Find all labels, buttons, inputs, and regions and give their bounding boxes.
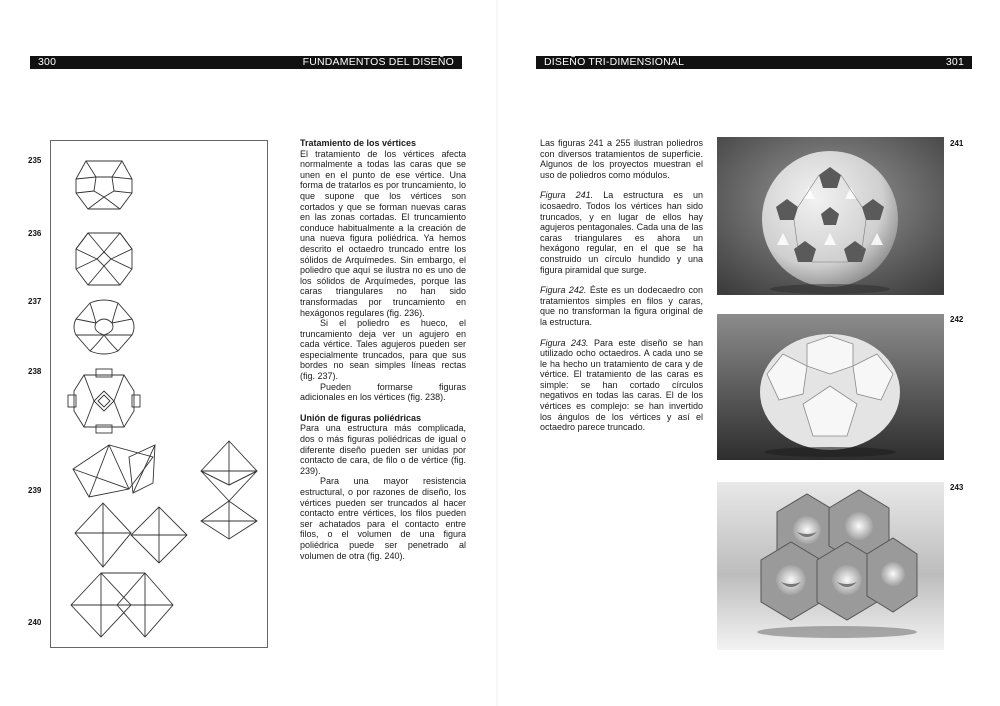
left-text-column — [300, 138, 466, 561]
caption-ref: Figura 241. — [540, 190, 594, 201]
figure-caption-243 — [540, 338, 703, 433]
right-page — [500, 0, 1000, 706]
body-paragraph: Si el poliedro es hueco, el truncamiento deja ver un agujero en cada vértice. Tales agujeros pueden ser especialmente truncados, para que sus bordes no sean simples líneas rectas (fig. 237). — [300, 318, 466, 382]
right-text-column — [540, 138, 703, 433]
body-paragraph: Para una estructura más complicada, dos o más figuras poliédricas de igual o diferente diseño pueden ser unidas por contacto de cara, de filo o de vértice (fig. 239). — [300, 423, 466, 476]
joined-octahedra-drawing-239 — [73, 441, 257, 567]
section-heading: Unión de figuras poliédricas — [300, 412, 422, 423]
body-paragraph: El tratamiento de los vértices afecta normalmente a todas las caras que se unen en el punto de ese vértice. Una forma de tratarlos es por truncamiento, lo que supone que los vértices son cortados y que se forman nuevas caras en las zonas cortadas. El truncamiento conduce habitualmente a la creación de una nueva figura poliédrica. Ya hemos descrito el octaedro truncado entre los sólidos de Arquímedes. Sin embargo, el poliedro que aquí se ilustra no es uno de los sólidos de Arquímedes, porque las caras triangulares no han sido transformadas por truncamiento en hexágonos regulares (fig. 236). — [300, 148, 466, 318]
figure-number: 239 — [28, 486, 42, 495]
photo-dodecahedron-242 — [717, 314, 944, 460]
figure-caption-241 — [540, 190, 703, 275]
body-paragraph: Para una mayor resistencia estructural, o por razones de diseño, los vértices pueden ser truncados al hacer contacto entre vértices, los filos pueden ser achatados para el contacto entre filos, o el volumen de una figura poliédrica puede ser penetrado al volumen de otra (fig. 240). — [300, 476, 466, 561]
figure-caption-242 — [540, 285, 703, 327]
line-drawings-panel — [50, 140, 268, 648]
figure-number: 236 — [28, 229, 42, 238]
caption-text: Éste es un dodecaedro con tratamientos simples en filos y caras, que no transforman la figura original de la estructura. — [540, 285, 704, 327]
intro-paragraph: Las figuras 241 a 255 ilustran poliedros con diversos tratamientos de superficie. Algunos de los proyectos muestran el uso de poliedros como módulos. — [540, 138, 703, 180]
figure-number: 243 — [950, 483, 964, 492]
figure-number: 241 — [950, 139, 964, 148]
running-head-title: FUNDAMENTOS DEL DISEÑO — [302, 56, 454, 68]
section-heading: Tratamiento de los vértices — [300, 138, 417, 148]
caption-ref: Figura 243. — [540, 337, 589, 348]
figure-number: 238 — [28, 367, 42, 376]
truncated-polyhedron-drawing-237 — [74, 300, 134, 354]
body-paragraph: Pueden formarse figuras adicionales en los vértices (fig. 238). — [300, 381, 466, 403]
page-number: 300 — [38, 56, 57, 68]
figure-number: 237 — [28, 297, 42, 306]
figure-number: 235 — [28, 156, 42, 165]
page-number: 301 — [945, 56, 964, 68]
truncated-polyhedron-drawing-236 — [76, 233, 132, 285]
figure-number: 240 — [28, 618, 42, 627]
caption-ref: Figura 242. — [540, 285, 587, 296]
running-head-title: DISEÑO TRI-DIMENSIONAL — [544, 56, 685, 68]
polyhedron-with-vertex-figures-drawing-238 — [68, 369, 140, 433]
photo-octahedra-cluster-243 — [717, 482, 944, 650]
interpenetrating-octahedra-drawing-240 — [71, 573, 173, 637]
running-header — [30, 56, 462, 69]
caption-text: La estructura es un icosaedro. Todos los vértices han sido truncados, y en lugar de ellos hay agujeros pentagonales. Cada una de las caras triangulares es ahora un hexágono regular, en el que se ha construido un círculo hundido y una figura piramidal que surge. — [540, 190, 704, 275]
caption-text: Para este diseño se han utilizado ocho octaedros. A cada uno se le ha hecho un tratamiento de cara y de vértice. El tratamiento de las caras es simple: se han cortado círculos negativos en todas las caras. El de los vértices es complejo: se han invertido los ángulos de los vértices y así el octaedro parece truncado. — [540, 337, 703, 433]
truncated-polyhedron-drawing-235 — [76, 161, 132, 209]
figure-number: 242 — [950, 315, 964, 324]
photo-icosahedron-241 — [717, 137, 944, 295]
running-header — [536, 56, 972, 69]
